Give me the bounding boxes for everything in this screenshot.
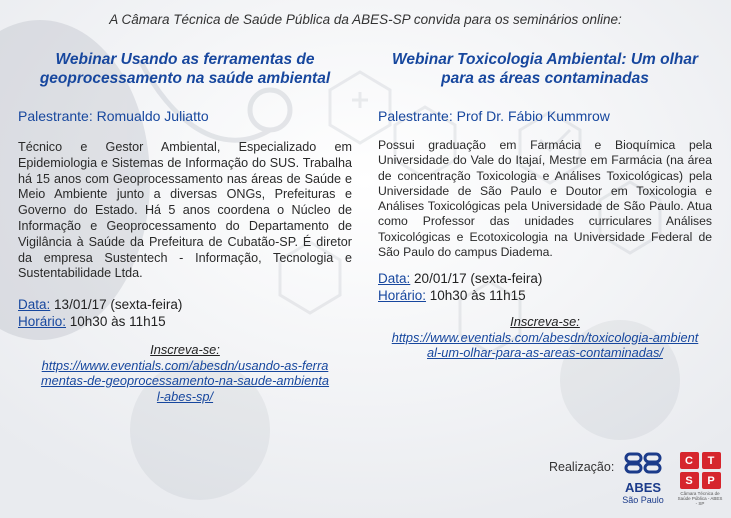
date-line bbox=[378, 270, 712, 287]
date-value: 20/01/17 (sexta-feira) bbox=[414, 271, 543, 287]
ctsp-letter: S bbox=[680, 472, 699, 489]
abes-subtitle: São Paulo bbox=[622, 495, 664, 505]
webinar-right bbox=[378, 50, 712, 361]
invitation-header: A Câmara Técnica de Saúde Pública da ABES-SP convida para os seminários online: bbox=[109, 12, 622, 27]
register-label: Inscreva-se: bbox=[510, 314, 580, 330]
time-label: Horário: bbox=[18, 314, 67, 330]
abes-logo bbox=[617, 452, 669, 505]
speaker-bio: Possui graduação em Farmácia e Bioquímica pela Universidade do Vale do Itajaí, Mestre em Farmácia (na área de concentração Toxicologia e Análises Toxicológicas) pela Universidade de São Paulo e Doutor em Toxicologia e Análises Toxicológicas pela Universidade de São Paulo. Atua como Professor das unidades curriculares Análises Toxicológicas e Ecotoxicologia na Universidade Federal de São Paulo do campus Diadema. bbox=[378, 138, 712, 260]
schedule bbox=[18, 296, 352, 330]
ctsp-logo bbox=[677, 452, 723, 506]
speaker-name: Palestrante: Prof Dr. Fábio Kummrow bbox=[378, 108, 610, 124]
registration bbox=[378, 314, 712, 361]
ctsp-caption: Câmara Técnica de Saúde Pública - ABES - SP bbox=[677, 491, 723, 506]
speaker-name: Palestrante: Romualdo Juliatto bbox=[18, 108, 209, 124]
time-label: Horário: bbox=[378, 288, 427, 304]
abes-name: ABES bbox=[624, 480, 662, 495]
speaker-bio: Técnico e Gestor Ambiental, Especializado em Epidemiologia e Sistemas de Informação do SUS. Trabalha há 15 anos com Geoprocessamento nas áreas de Saúde e Meio Ambiente junto a diversas ONGs, Prefeituras e Governo do Estado. Há 5 anos coordena o Núcleo de Informação e Geoprocessamento do Departamento de Vigilância à Saúde da Prefeitura de Cubatão-SP. É diretor da empresa Sustentech - Informação, Tecnologia e Sustentabilidade Ltda. bbox=[18, 140, 352, 281]
register-link[interactable]: https://www.eventials.com/abesdn/toxicologia-ambiental-um-olhar-para-as-areas-contaminadas/ bbox=[391, 329, 699, 361]
registration bbox=[18, 342, 352, 404]
date-line bbox=[18, 296, 352, 313]
date-label: Data: bbox=[18, 297, 51, 313]
webinar-title: Webinar Toxicologia Ambiental: Um olhar para as áreas contaminadas bbox=[391, 51, 699, 87]
schedule bbox=[378, 270, 712, 304]
time-line bbox=[18, 313, 352, 330]
abes-mark-icon bbox=[623, 452, 663, 474]
realizacao-label: Realização: bbox=[549, 460, 615, 474]
register-link[interactable]: https://www.eventials.com/abesdn/usando-as-ferramentas-de-geoprocessamento-na-saude-ambiental-abes-sp/ bbox=[40, 357, 330, 404]
time-value: 10h30 às 11h15 bbox=[429, 288, 526, 304]
ctsp-letter: C bbox=[680, 452, 699, 469]
webinar-title: Webinar Usando as ferramentas de geoprocessamento na saúde ambiental bbox=[39, 51, 331, 87]
ctsp-letter: T bbox=[702, 452, 721, 469]
date-label: Data: bbox=[378, 271, 411, 287]
time-value: 10h30 às 11h15 bbox=[69, 314, 166, 330]
register-label: Inscreva-se: bbox=[150, 342, 220, 358]
time-line bbox=[378, 287, 712, 304]
ctsp-letter: P bbox=[702, 472, 721, 489]
date-value: 13/01/17 (sexta-feira) bbox=[54, 297, 183, 313]
webinar-left bbox=[18, 50, 352, 404]
